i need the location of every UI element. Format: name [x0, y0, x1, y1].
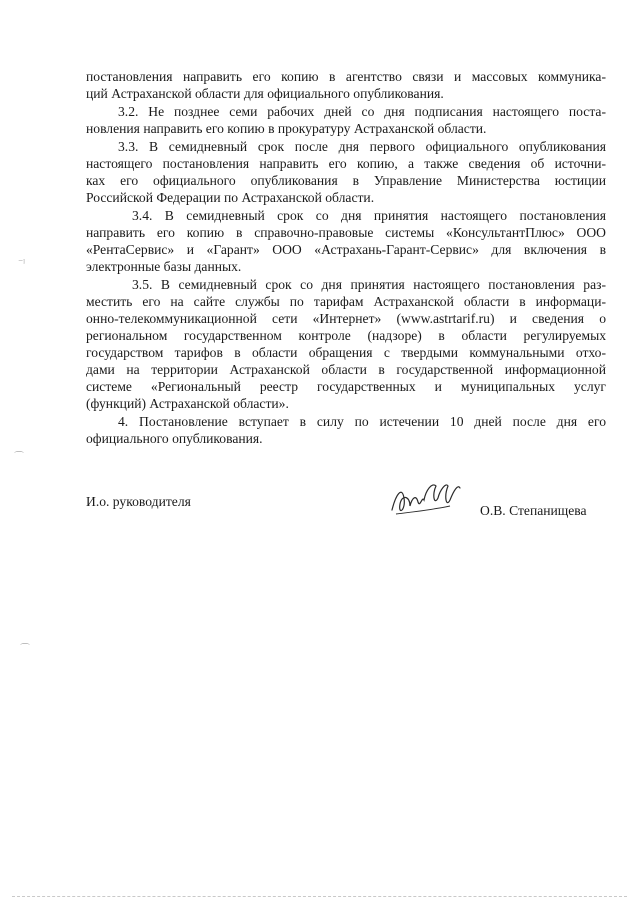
text-line: местить его на сайте службы по тарифам Астраханской области в информаци-: [86, 294, 606, 309]
text-line: государством тарифов в области обращения с твердыми коммунальными отхо-: [86, 345, 606, 360]
text-line: системе «Региональный реестр государственных и муниципальных услуг: [86, 379, 606, 394]
text-line: Российской Федерации по Астраханской области.: [86, 190, 375, 205]
signatory-title: И.о. руководителя: [86, 494, 191, 509]
signatory-name: О.В. Степанищева: [480, 503, 587, 518]
scan-mark: ⌒: [14, 452, 24, 463]
text-line: 3.2. Не позднее семи рабочих дней со дня подписания настоящего поста-: [118, 104, 606, 119]
text-line: ках его официального опубликования в Управление Министерства юстиции: [86, 173, 606, 188]
handwritten-signature: [388, 476, 468, 524]
text-line: направить его копию в справочно-правовые системы «КонсультантПлюс» ООО: [86, 225, 606, 240]
text-line: дами на территории Астраханской области в государственной информационной: [86, 362, 606, 377]
text-line: электронные базы данных.: [86, 259, 242, 274]
text-line: (функций) Астраханской области».: [86, 396, 289, 411]
text-line: 3.4. В семидневный срок со дня принятия настоящего постановления: [132, 208, 606, 223]
text-line: официального опубликования.: [86, 431, 263, 446]
text-line: 4. Постановление вступает в силу по истечении 10 дней после дня его: [118, 414, 606, 429]
text-line: «РентаСервис» и «Гарант» ООО «Астрахань-Гарант-Сервис» для включения в: [86, 242, 606, 257]
scan-edge-line: [12, 896, 627, 897]
text-line: постановления направить его копию в агентство связи и массовых коммуника-: [86, 69, 606, 84]
text-line: 3.3. В семидневный срок после дня первого официального опубликования: [118, 139, 606, 154]
text-line: 3.5. В семидневный срок со дня принятия настоящего постановления раз-: [132, 277, 606, 292]
text-line: настоящего постановления направить его копию, а также сведения об источни-: [86, 156, 606, 171]
text-line: новления направить его копию в прокуратуру Астраханской области.: [86, 121, 487, 136]
scan-mark: ⌒: [20, 644, 30, 655]
scan-mark: ⁻ˡ: [18, 258, 25, 269]
text-line: онно-телекоммуникационной сети «Интернет» (www.astrtarif.ru) и сведения о: [86, 311, 606, 326]
text-line: региональном государственном контроле (надзоре) в области регулируемых: [86, 328, 606, 343]
text-line: ций Астраханской области для официального опубликования.: [86, 86, 444, 101]
